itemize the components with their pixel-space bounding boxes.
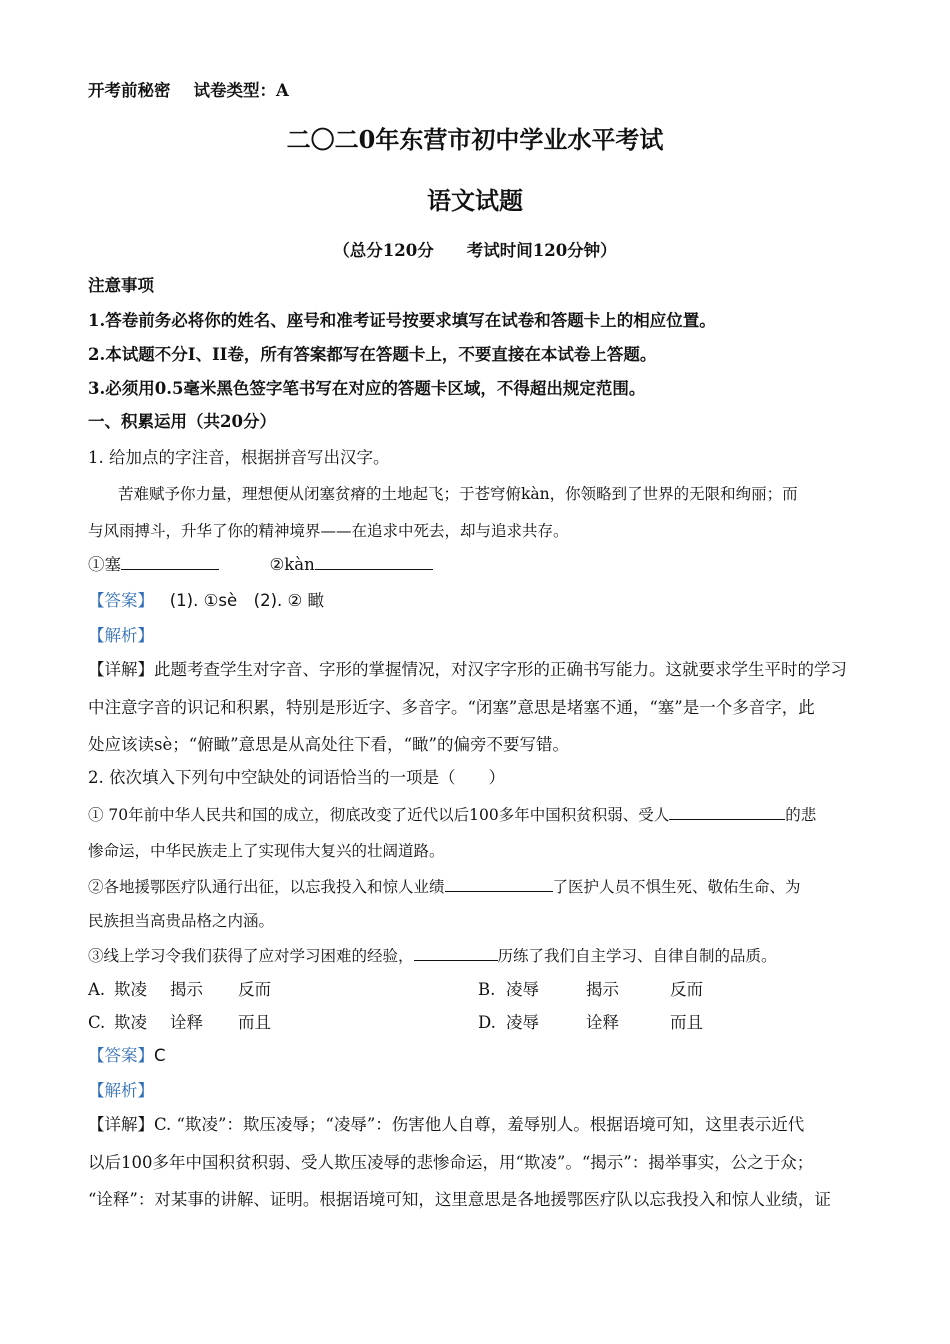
option-word: 欺凌: [114, 980, 147, 999]
option-letter: D.: [478, 1013, 496, 1032]
q2-sentence-2: [88, 875, 801, 898]
q1-blank1-label: ①塞: [88, 555, 121, 574]
q1-answer-text: (1). ①sè (2). ② 瞰: [169, 591, 325, 610]
option-word: 揭示: [170, 980, 203, 999]
q2-blank-2: [445, 875, 553, 892]
secret-label: 开考前秘密: [88, 81, 171, 100]
notice-item-1: 1.答卷前务必将你的姓名、座号和准考证号按要求填写在试卷和答题卡上的相应位置。: [88, 311, 716, 330]
q2-detail-line-1: 【详解】C. “欺凌”：欺压凌辱；“凌辱”：伤害他人自尊，羞辱别人。根据语境可知，这里表示近代: [88, 1115, 805, 1134]
q1-detail-line-2: 中注意字音的识记和积累，特别是形近字、多音字。“闭塞”意思是堵塞不通，“塞”是一个多音字，此: [88, 698, 815, 717]
option-word: 而且: [238, 1013, 271, 1032]
option-letter: A.: [88, 980, 106, 999]
q2-sentence-1: [88, 803, 816, 826]
q1-detail-line-1: 【详解】此题考查学生对字音、字形的掌握情况，对汉字字形的正确书写能力。这就要求学生平时的学习: [88, 660, 847, 679]
option-word: 而且: [670, 1013, 703, 1032]
q2-blank-1: [669, 803, 785, 820]
q1-stem: 1. 给加点的字注音，根据拼音写出汉字。: [88, 448, 390, 467]
q2-answer: [88, 1045, 166, 1067]
q2-option-d: [478, 1012, 703, 1034]
q1-answer-tag: 【答案】: [88, 591, 154, 610]
q2-option-c: [88, 1012, 271, 1034]
section-heading: 一、积累运用（共20分）: [88, 412, 276, 431]
q2-detail-line-2: 以后100多年中国积贫积弱、受人欺压凌辱的悲惨命运，用“欺凌”。“揭示”：揭举事实，公之于众；: [88, 1153, 814, 1172]
option-word: 反而: [670, 980, 703, 999]
q1-blank1: [121, 553, 219, 570]
q1-answer: [88, 590, 324, 612]
q1-analysis-tag: 【解析】: [88, 626, 154, 645]
q2-s3-part-b: 历练了我们自主学习、自律自制的品质。: [497, 947, 777, 965]
q2-blank-3: [414, 944, 498, 961]
q1-blank2: [315, 553, 433, 570]
notice-item-2: 2.本试题不分I、II卷，所有答案都写在答题卡上，不要直接在本试卷上答题。: [88, 345, 657, 364]
q1-passage-line-1: 苦难赋予你力量，理想便从闭塞贫瘠的土地起飞；于苍穹俯kàn，你领略到了世界的无限和绚丽；而: [118, 485, 798, 503]
option-word: 反而: [238, 980, 271, 999]
exam-title: 二〇二0年东营市初中学业水平考试: [286, 125, 664, 154]
exam-type-label: 试卷类型：A: [193, 81, 289, 100]
q2-detail-line-3: “诠释”：对某事的讲解、证明。根据语境可知，这里意思是各地援鄂医疗队以忘我投入和惊人业绩，证: [88, 1190, 831, 1209]
q2-answer-text: C: [154, 1046, 166, 1065]
q1-blanks: [88, 553, 433, 576]
header-line: [88, 80, 289, 102]
notice-item-3: 3.必须用0.5毫米黑色签字笔书写在对应的答题卡区域，不得超出规定范围。: [88, 379, 646, 398]
option-word: 凌辱: [506, 980, 539, 999]
subject-title: 语文试题: [427, 186, 523, 215]
q2-s1-part-b: 的悲: [785, 806, 817, 824]
q2-stem: 2. 依次填入下列句中空缺处的词语恰当的一项是（ ）: [88, 768, 505, 787]
q1-detail-line-3: 处应该读sè；“俯瞰”意思是从高处往下看，“瞰”的偏旁不要写错。: [88, 735, 569, 754]
score-time-info: （总分120分 考试时间120分钟）: [333, 241, 617, 260]
q2-answer-tag: 【答案】: [88, 1046, 154, 1065]
q2-s2-part-b: 了医护人员不惧生死、敬佑生命、为: [552, 878, 801, 896]
q2-s3-part-a: ③线上学习令我们获得了应对学习困难的经验，: [88, 947, 414, 965]
option-word: 诠释: [586, 1013, 619, 1032]
q2-s1-part-a: ① 70年前中华人民共和国的成立，彻底改变了近代以后100多年中国积贫积弱、受人: [88, 806, 670, 824]
q2-sentence-2-cont: 民族担当高贵品格之内涵。: [88, 912, 275, 930]
notice-heading: 注意事项: [88, 276, 154, 295]
q2-s2-part-a: ②各地援鄂医疗队通行出征，以忘我投入和惊人业绩: [88, 878, 445, 896]
q2-sentence-3: [88, 944, 777, 967]
option-letter: C.: [88, 1013, 106, 1032]
option-word: 揭示: [586, 980, 619, 999]
option-word: 欺凌: [114, 1013, 147, 1032]
q2-analysis-tag: 【解析】: [88, 1081, 154, 1100]
q2-option-b: [478, 979, 703, 1001]
option-letter: B.: [478, 980, 496, 999]
option-word: 凌辱: [506, 1013, 539, 1032]
q2-option-a: [88, 979, 271, 1001]
q1-blank2-label: ②kàn: [269, 555, 315, 574]
q2-sentence-1-cont: 惨命运，中华民族走上了实现伟大复兴的壮阔道路。: [88, 842, 445, 860]
q1-passage-line-2: 与风雨搏斗，升华了你的精神境界——在追求中死去，却与追求共存。: [88, 522, 569, 540]
option-word: 诠释: [170, 1013, 203, 1032]
